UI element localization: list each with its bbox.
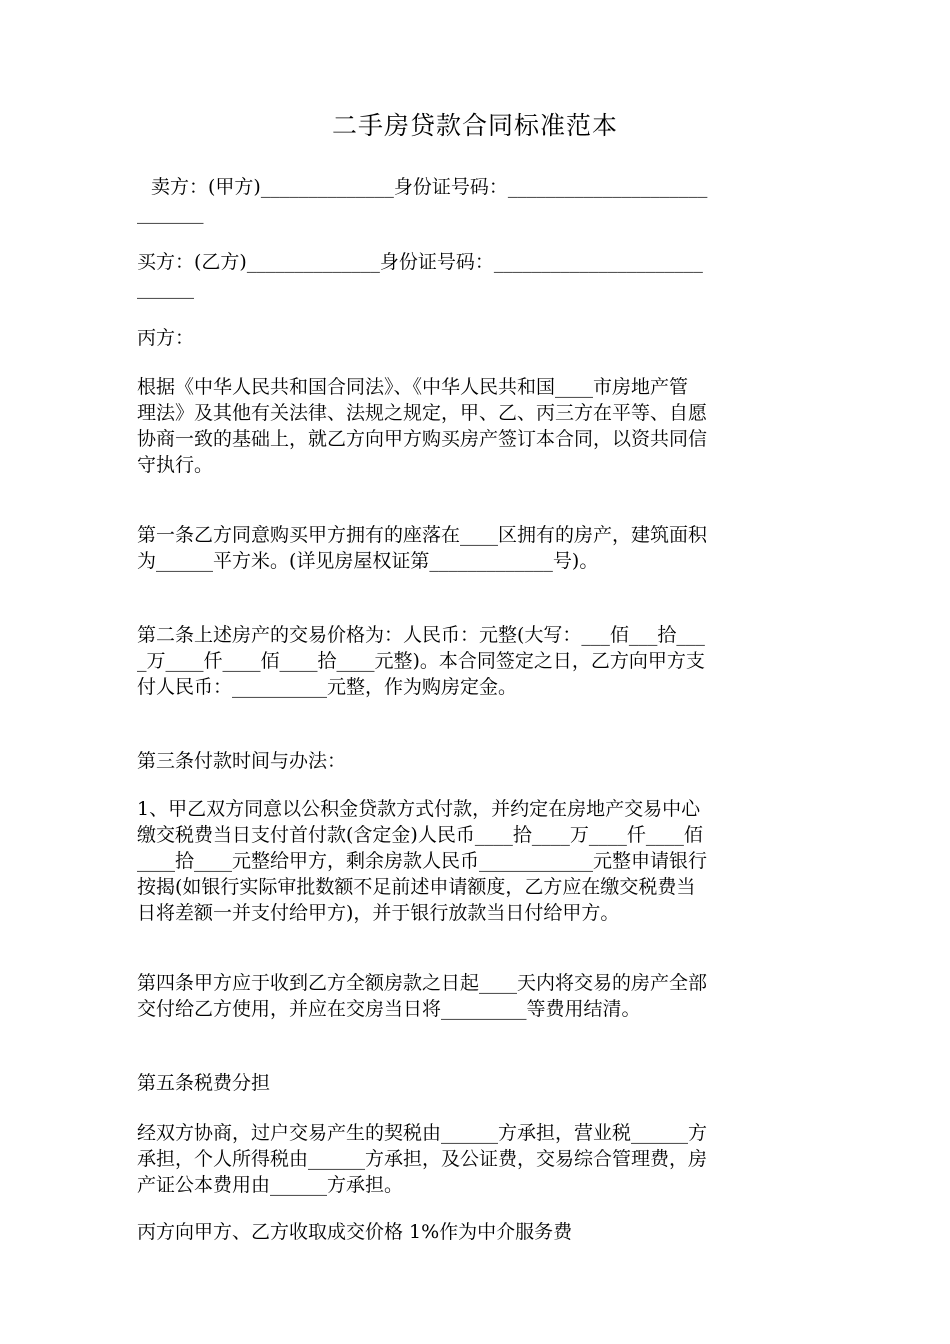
text-line: 第三条付款时间与办法： (137, 750, 347, 772)
text-line: ______ (137, 277, 194, 299)
buyer-paragraph (137, 249, 817, 301)
preamble-paragraph (137, 374, 817, 478)
text-line: 卖方：(甲方)______________身份证号码：_____________________ (151, 176, 708, 198)
text-line: 为______平方米。(详见房屋权证第_____________号)。 (137, 550, 599, 572)
article-1-paragraph (137, 522, 817, 574)
text-line: 守执行。 (137, 454, 214, 476)
text-line: 第五条税费分担 (137, 1072, 271, 1094)
text-line: 付人民币：__________元整，作为购房定金。 (137, 676, 518, 698)
text-line: ____拾____元整给甲方，剩余房款人民币____________元整申请银行 (137, 850, 708, 872)
text-line: 按揭(如银行实际审批数额不足前述申请额度，乙方应在缴交税费当 (137, 876, 696, 898)
fee-paragraph (137, 1219, 817, 1245)
text-line: 买方：(乙方)______________身份证号码：______________________ (137, 251, 703, 273)
tax-paragraph (137, 1120, 817, 1198)
text-line: 第二条上述房产的交易价格为：人民币：元整(大写：___佰___拾___ (137, 624, 705, 646)
text-line: 日将差额一并支付给甲方)，并于银行放款当日付给甲方。 (137, 902, 620, 924)
text-line: 缴交税费当日支付首付款(含定金)人民币____拾____万____仟____佰 (137, 824, 703, 846)
article-5-heading (137, 1070, 817, 1096)
seller-paragraph (137, 174, 817, 226)
text-line: 第一条乙方同意购买甲方拥有的座落在____区拥有的房产，建筑面积 (137, 524, 708, 546)
text-line: 理法》及其他有关法律、法规之规定，甲、乙、丙三方在平等、自愿 (137, 402, 708, 424)
text-line: _______ (137, 202, 204, 224)
text-line: 第四条甲方应于收到乙方全额房款之日起____天内将交易的房产全部 (137, 972, 708, 994)
text-line: 承担，个人所得税由______方承担，及公证费，交易综合管理费，房 (137, 1148, 708, 1170)
party-c-paragraph (137, 325, 817, 351)
article-3-clause-1 (137, 796, 817, 926)
text-line: 丙方： (137, 327, 195, 349)
text-line: 交付给乙方使用，并应在交房当日将_________等费用结清。 (137, 998, 641, 1020)
article-3-heading (137, 748, 817, 774)
text-line: 丙方向甲方、乙方收取成交价格 1%作为中介服务费 (137, 1221, 573, 1243)
text-line: 产证公本费用由______方承担。 (137, 1174, 404, 1196)
article-2-paragraph (137, 622, 817, 700)
document-title: 二手房贷款合同标准范本 (331, 111, 618, 140)
article-4-paragraph (137, 970, 817, 1022)
text-line: _万____仟____佰____拾____元整)。本合同签定之日，乙方向甲方支 (137, 650, 705, 672)
text-line: 协商一致的基础上，就乙方向甲方购买房产签订本合同，以资共同信 (137, 428, 708, 450)
text-line: 根据《中华人民共和国合同法》、《中华人民共和国____市房地产管 (137, 376, 689, 398)
text-line: 1、甲乙双方同意以公积金贷款方式付款，并约定在房地产交易中心 (137, 798, 701, 820)
text-line: 经双方协商，过户交易产生的契税由______方承担，营业税______方 (137, 1122, 708, 1144)
